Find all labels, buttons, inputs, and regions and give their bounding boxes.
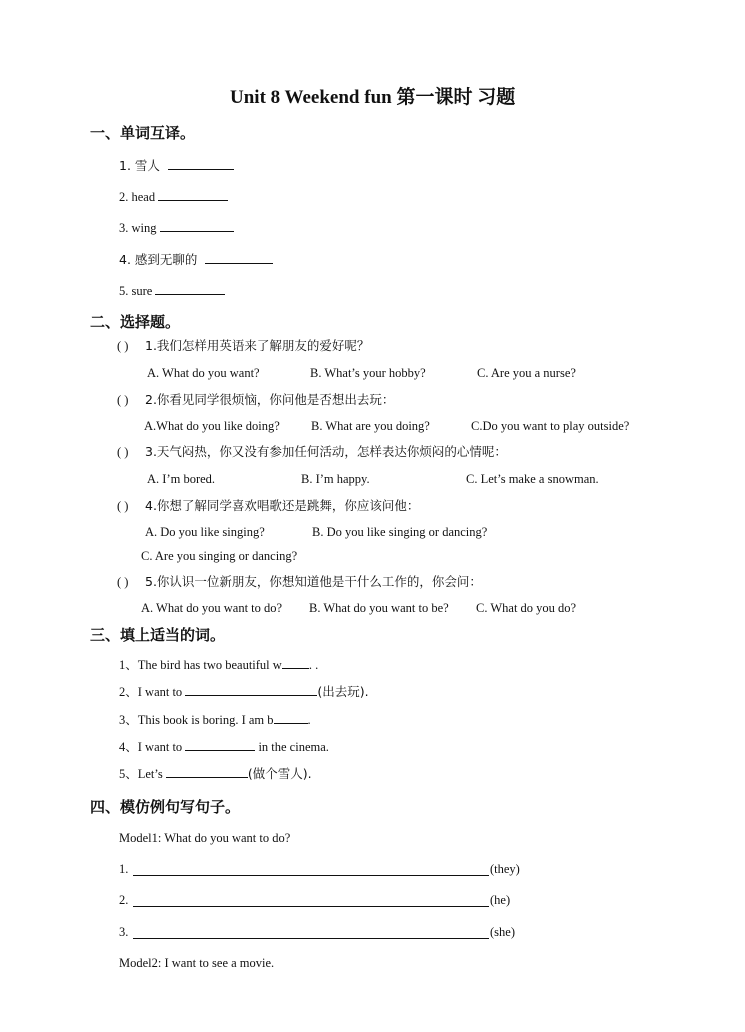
writing-line[interactable] (133, 875, 489, 876)
writing-line[interactable] (133, 938, 489, 939)
answer-blank[interactable] (155, 282, 225, 295)
section1-heading: 一、单词互译。 (90, 124, 196, 142)
option-c[interactable]: C. Let’s make a snowman. (466, 472, 599, 486)
vocab-item-1: 1. 雪人 (119, 157, 234, 174)
question-stem: 4.你想了解同学喜欢唱歌还是跳舞，你应该问他： (145, 498, 420, 513)
option-c[interactable]: C. What do you do? (476, 601, 577, 615)
option-b[interactable]: B. What do you want to be? (309, 601, 449, 615)
answer-blank[interactable] (274, 711, 308, 724)
model2-sentence: Model2: I want to see a movie. (119, 956, 275, 970)
fill-item-1: 1、The bird has two beautiful w . . (119, 658, 319, 672)
fill-item-2: 2、I want to (出去玩). (119, 684, 369, 699)
question-stem: 2.你看见同学很烦恼，你问他是否想出去玩： (145, 392, 395, 407)
question-stem: 5.你认识一位新朋友，你想知道他是干什么工作的，你会问： (145, 574, 482, 589)
option-a[interactable]: A.What do you like doing? (144, 419, 280, 433)
answer-blank[interactable] (282, 656, 309, 669)
question-stem: 1.我们怎样用英语来了解朋友的爱好呢？ (145, 338, 370, 353)
page-title: Unit 8 Weekend fun 第一课时 习题 (230, 87, 516, 108)
vocab-item-3: 3. wing (119, 219, 234, 236)
option-b[interactable]: B. Do you like singing or dancing? (312, 525, 488, 539)
option-c[interactable]: C. Are you a nurse? (477, 366, 576, 380)
sentence-number: 2. (119, 893, 129, 907)
option-c[interactable]: C. Are you singing or dancing? (141, 549, 298, 563)
option-c[interactable]: C.Do you want to play outside? (471, 419, 630, 433)
answer-blank[interactable] (168, 157, 234, 170)
vocab-item-5: 5. sure (119, 282, 225, 299)
question-stem: 3.天气闷热，你又没有参加任何活动，怎样表达你烦闷的心情呢： (145, 444, 507, 459)
option-a[interactable]: A. What do you want to do? (141, 601, 283, 615)
section4-heading: 四、模仿例句写句子。 (90, 798, 241, 816)
subject-hint: (she) (490, 925, 515, 939)
fill-item-3: 3、This book is boring. I am b . (119, 713, 311, 727)
section3-heading: 三、填上适当的词。 (90, 626, 226, 644)
answer-blank[interactable] (185, 738, 255, 751)
sentence-number: 1. (119, 862, 129, 876)
option-a[interactable]: A. What do you want? (147, 366, 260, 380)
answer-paren[interactable]: ( ) (117, 445, 129, 459)
vocab-item-4: 4. 感到无聊的 (119, 251, 273, 268)
answer-blank[interactable] (205, 251, 273, 264)
answer-blank[interactable] (166, 765, 248, 778)
answer-blank[interactable] (185, 683, 317, 696)
option-a[interactable]: A. Do you like singing? (145, 525, 265, 539)
answer-paren[interactable]: ( ) (117, 339, 129, 353)
option-b[interactable]: B. What’s your hobby? (310, 366, 426, 380)
model1-sentence: Model1: What do you want to do? (119, 831, 291, 845)
answer-paren[interactable]: ( ) (117, 393, 129, 407)
option-a[interactable]: A. I’m bored. (147, 472, 216, 486)
answer-blank[interactable] (160, 219, 234, 232)
section2-heading: 二、选择题。 (90, 313, 181, 331)
fill-item-5: 5、Let’s (做个雪人). (119, 766, 312, 781)
answer-paren[interactable]: ( ) (117, 575, 129, 589)
option-b[interactable]: B. I’m happy. (301, 472, 370, 486)
subject-hint: (he) (490, 893, 511, 907)
subject-hint: (they) (490, 862, 520, 876)
vocab-item-2: 2. head (119, 188, 228, 205)
answer-paren[interactable]: ( ) (117, 499, 129, 513)
writing-line[interactable] (133, 906, 489, 907)
option-b[interactable]: B. What are you doing? (311, 419, 430, 433)
fill-item-4: 4、I want to in the cinema. (119, 740, 329, 754)
answer-blank[interactable] (158, 188, 228, 201)
sentence-number: 3. (119, 925, 129, 939)
